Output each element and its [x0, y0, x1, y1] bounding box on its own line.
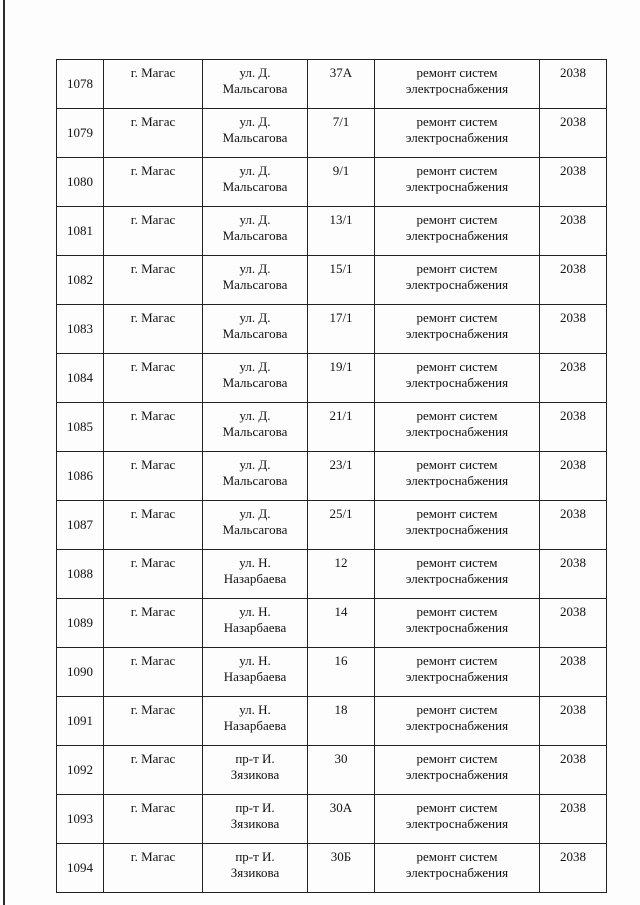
street-line-1: ул. Д. [239, 65, 271, 80]
table-row [57, 697, 607, 746]
work-line-1: ремонт систем [416, 702, 498, 717]
work-type-cell [375, 501, 540, 550]
work-line-1: ремонт систем [416, 114, 498, 129]
year-cell: 2038 [540, 60, 607, 109]
street-cell [203, 648, 308, 697]
work-line-1: ремонт систем [416, 359, 498, 374]
year-cell: 2038 [540, 354, 607, 403]
street-line-2: Назарбаева [223, 620, 287, 635]
year-cell: 2038 [540, 305, 607, 354]
street-line-1: ул. Д. [239, 261, 271, 276]
street-cell [203, 354, 308, 403]
work-line-1: ремонт систем [416, 604, 498, 619]
row-number-cell: 1093 [57, 795, 104, 844]
work-line-1: ремонт систем [416, 163, 498, 178]
work-type-cell [375, 452, 540, 501]
registry-table-body [57, 60, 607, 893]
street-line-1: ул. Д. [239, 114, 271, 129]
row-number-cell: 1081 [57, 207, 104, 256]
year-cell: 2038 [540, 207, 607, 256]
work-line-2: электроснабжения [405, 718, 509, 733]
street-cell [203, 60, 308, 109]
row-number-cell: 1080 [57, 158, 104, 207]
street-line-2: Мальсагова [222, 81, 288, 96]
city-cell: г. Магас [104, 256, 203, 305]
street-cell [203, 795, 308, 844]
work-type-cell [375, 648, 540, 697]
street-line-1: ул. Н. [239, 604, 271, 619]
work-line-1: ремонт систем [416, 408, 498, 423]
row-number-cell: 1084 [57, 354, 104, 403]
row-number-cell: 1086 [57, 452, 104, 501]
table-row [57, 403, 607, 452]
street-line-2: Мальсагова [222, 473, 288, 488]
work-line-1: ремонт систем [416, 555, 498, 570]
row-number-cell: 1091 [57, 697, 104, 746]
year-cell: 2038 [540, 158, 607, 207]
row-number-cell: 1079 [57, 109, 104, 158]
year-cell: 2038 [540, 452, 607, 501]
house-number-cell: 12 [308, 550, 375, 599]
work-line-1: ремонт систем [416, 506, 498, 521]
table-row [57, 305, 607, 354]
work-type-cell [375, 746, 540, 795]
street-line-1: пр-т И. [235, 751, 275, 766]
work-line-2: электроснабжения [405, 228, 509, 243]
street-cell [203, 746, 308, 795]
house-number-cell: 30А [308, 795, 375, 844]
work-line-1: ремонт систем [416, 457, 498, 472]
year-cell: 2038 [540, 697, 607, 746]
row-number-cell: 1082 [57, 256, 104, 305]
street-cell [203, 599, 308, 648]
street-cell [203, 452, 308, 501]
work-line-1: ремонт систем [416, 65, 498, 80]
city-cell: г. Магас [104, 452, 203, 501]
row-number-cell: 1085 [57, 403, 104, 452]
work-line-2: электроснабжения [405, 375, 509, 390]
street-line-1: ул. Д. [239, 506, 271, 521]
house-number-cell: 23/1 [308, 452, 375, 501]
work-line-2: электроснабжения [405, 865, 509, 880]
work-type-cell [375, 305, 540, 354]
table-row [57, 354, 607, 403]
work-line-1: ремонт систем [416, 653, 498, 668]
street-line-1: пр-т И. [235, 849, 275, 864]
street-line-2: Зязикова [230, 816, 280, 831]
house-number-cell: 30 [308, 746, 375, 795]
house-number-cell: 17/1 [308, 305, 375, 354]
table-row [57, 550, 607, 599]
street-line-1: ул. Н. [239, 555, 271, 570]
house-number-cell: 37А [308, 60, 375, 109]
city-cell: г. Магас [104, 697, 203, 746]
work-line-2: электроснабжения [405, 767, 509, 782]
street-line-1: ул. Н. [239, 653, 271, 668]
row-number-cell: 1092 [57, 746, 104, 795]
house-number-cell: 16 [308, 648, 375, 697]
work-type-cell [375, 599, 540, 648]
city-cell: г. Магас [104, 109, 203, 158]
city-cell: г. Магас [104, 403, 203, 452]
city-cell: г. Магас [104, 305, 203, 354]
city-cell: г. Магас [104, 501, 203, 550]
city-cell: г. Магас [104, 550, 203, 599]
work-type-cell [375, 354, 540, 403]
row-number-cell: 1089 [57, 599, 104, 648]
work-type-cell [375, 109, 540, 158]
table-row [57, 795, 607, 844]
year-cell: 2038 [540, 795, 607, 844]
work-type-cell [375, 795, 540, 844]
street-cell [203, 501, 308, 550]
table-row [57, 109, 607, 158]
house-number-cell: 19/1 [308, 354, 375, 403]
year-cell: 2038 [540, 109, 607, 158]
row-number-cell: 1088 [57, 550, 104, 599]
work-line-2: электроснабжения [405, 424, 509, 439]
house-number-cell: 15/1 [308, 256, 375, 305]
street-cell [203, 403, 308, 452]
work-line-1: ремонт систем [416, 310, 498, 325]
work-line-2: электроснабжения [405, 473, 509, 488]
city-cell: г. Магас [104, 648, 203, 697]
street-cell [203, 305, 308, 354]
row-number-cell: 1090 [57, 648, 104, 697]
work-line-1: ремонт систем [416, 849, 498, 864]
work-line-1: ремонт систем [416, 800, 498, 815]
work-line-2: электроснабжения [405, 326, 509, 341]
year-cell: 2038 [540, 403, 607, 452]
street-line-1: ул. Д. [239, 457, 271, 472]
street-line-2: Мальсагова [222, 228, 288, 243]
city-cell: г. Магас [104, 60, 203, 109]
street-line-2: Назарбаева [223, 571, 287, 586]
table-row [57, 207, 607, 256]
street-line-2: Мальсагова [222, 326, 288, 341]
street-line-1: ул. Д. [239, 163, 271, 178]
street-line-2: Назарбаева [223, 718, 287, 733]
city-cell: г. Магас [104, 746, 203, 795]
street-cell [203, 256, 308, 305]
table-row [57, 452, 607, 501]
street-line-2: Мальсагова [222, 130, 288, 145]
house-number-cell: 18 [308, 697, 375, 746]
table-row [57, 599, 607, 648]
street-cell [203, 158, 308, 207]
street-line-2: Мальсагова [222, 424, 288, 439]
street-line-2: Мальсагова [222, 179, 288, 194]
table-row [57, 158, 607, 207]
year-cell: 2038 [540, 501, 607, 550]
work-type-cell [375, 550, 540, 599]
row-number-cell: 1083 [57, 305, 104, 354]
work-line-1: ремонт систем [416, 261, 498, 276]
city-cell: г. Магас [104, 354, 203, 403]
street-line-2: Зязикова [230, 767, 280, 782]
work-line-2: электроснабжения [405, 522, 509, 537]
street-cell [203, 109, 308, 158]
year-cell: 2038 [540, 746, 607, 795]
street-line-2: Мальсагова [222, 375, 288, 390]
work-type-cell [375, 60, 540, 109]
table-row [57, 648, 607, 697]
house-number-cell: 13/1 [308, 207, 375, 256]
street-line-2: Мальсагова [222, 277, 288, 292]
city-cell: г. Магас [104, 158, 203, 207]
year-cell: 2038 [540, 256, 607, 305]
work-type-cell [375, 403, 540, 452]
city-cell: г. Магас [104, 844, 203, 893]
street-cell [203, 550, 308, 599]
year-cell: 2038 [540, 550, 607, 599]
city-cell: г. Магас [104, 599, 203, 648]
house-number-cell: 21/1 [308, 403, 375, 452]
table-row [57, 60, 607, 109]
city-cell: г. Магас [104, 795, 203, 844]
row-number-cell: 1078 [57, 60, 104, 109]
house-number-cell: 30Б [308, 844, 375, 893]
street-line-1: ул. Д. [239, 310, 271, 325]
work-type-cell [375, 256, 540, 305]
street-line-1: пр-т И. [235, 800, 275, 815]
work-type-cell [375, 844, 540, 893]
work-line-2: электроснабжения [405, 81, 509, 96]
table-row [57, 844, 607, 893]
street-cell [203, 207, 308, 256]
work-type-cell [375, 207, 540, 256]
table-row [57, 746, 607, 795]
city-cell: г. Магас [104, 207, 203, 256]
year-cell: 2038 [540, 844, 607, 893]
work-line-1: ремонт систем [416, 212, 498, 227]
house-number-cell: 9/1 [308, 158, 375, 207]
year-cell: 2038 [540, 599, 607, 648]
street-line-2: Назарбаева [223, 669, 287, 684]
house-number-cell: 25/1 [308, 501, 375, 550]
work-line-2: электроснабжения [405, 669, 509, 684]
year-cell: 2038 [540, 648, 607, 697]
row-number-cell: 1087 [57, 501, 104, 550]
registry-table [56, 59, 607, 893]
house-number-cell: 7/1 [308, 109, 375, 158]
work-line-2: электроснабжения [405, 130, 509, 145]
street-cell [203, 844, 308, 893]
street-line-2: Мальсагова [222, 522, 288, 537]
house-number-cell: 14 [308, 599, 375, 648]
street-cell [203, 697, 308, 746]
work-type-cell [375, 697, 540, 746]
street-line-1: ул. Д. [239, 408, 271, 423]
row-number-cell: 1094 [57, 844, 104, 893]
work-line-2: электроснабжения [405, 571, 509, 586]
street-line-1: ул. Д. [239, 212, 271, 227]
table-row [57, 501, 607, 550]
work-type-cell [375, 158, 540, 207]
street-line-1: ул. Н. [239, 702, 271, 717]
table-row [57, 256, 607, 305]
work-line-2: электроснабжения [405, 179, 509, 194]
work-line-2: электроснабжения [405, 816, 509, 831]
street-line-1: ул. Д. [239, 359, 271, 374]
work-line-2: электроснабжения [405, 620, 509, 635]
work-line-1: ремонт систем [416, 751, 498, 766]
work-line-2: электроснабжения [405, 277, 509, 292]
street-line-2: Зязикова [230, 865, 280, 880]
scan-left-edge [3, 0, 5, 905]
